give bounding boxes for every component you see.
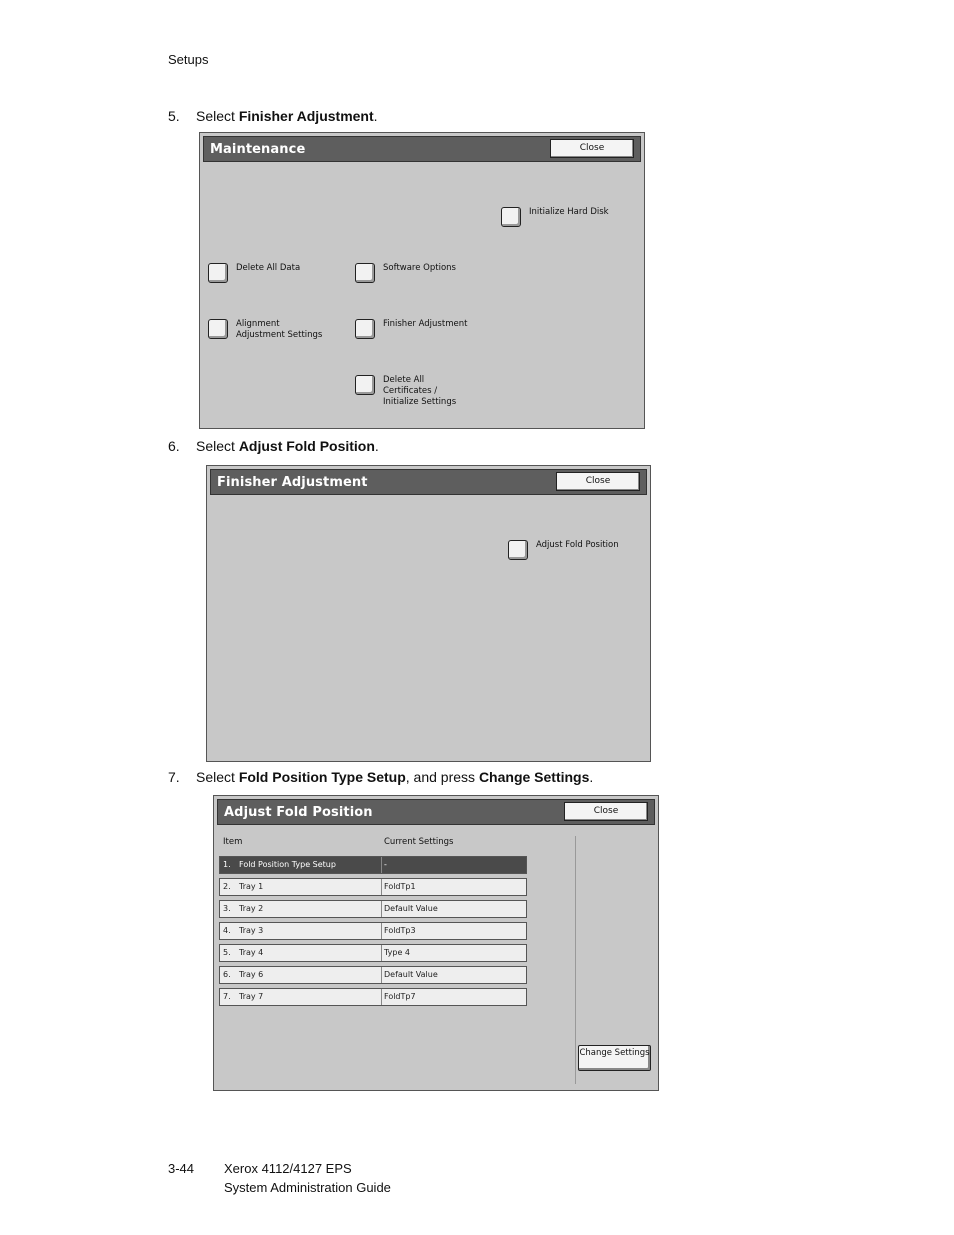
checkbox[interactable] (208, 319, 228, 339)
maintenance-panel: Maintenance Close Initialize Hard Disk Delete All Data Software Options Alignment Adjustment Settings Finisher Adjustment Delete All Certificates / Initialize Settings (199, 132, 645, 429)
panel-divider (575, 836, 576, 1084)
guide-title: System Administration Guide (224, 1180, 391, 1195)
finisher-title-bar (210, 469, 647, 495)
table-row[interactable]: 2. Tray 1 FoldTp1 (219, 878, 527, 896)
close-button[interactable]: Close (550, 139, 634, 158)
table-row[interactable]: 3. Tray 2 Default Value (219, 900, 527, 918)
maintenance-title: Maintenance (210, 142, 306, 157)
column-header-current-settings: Current Settings (384, 837, 454, 847)
page-number: 3-44 (168, 1161, 195, 1176)
table-row[interactable]: 4. Tray 3 FoldTp3 (219, 922, 527, 940)
checkbox[interactable] (208, 263, 228, 283)
product-name: Xerox 4112/4127 EPS (224, 1161, 352, 1176)
finisher-adjustment-panel: Finisher Adjustment Close Adjust Fold Position (206, 465, 651, 762)
checkbox[interactable] (508, 540, 528, 560)
adjust-fold-position-panel (213, 795, 659, 1091)
close-button[interactable]: Close (564, 802, 648, 821)
step-5: 5. Select Finisher Adjustment. (168, 108, 378, 124)
running-header: Setups (168, 52, 209, 67)
checkbox[interactable] (355, 319, 375, 339)
column-header-item: Item (223, 837, 243, 847)
close-button[interactable]: Close (556, 472, 640, 491)
adjust-fold-title: Adjust Fold Position (224, 805, 373, 820)
step-6: 6. Select Adjust Fold Position. (168, 438, 379, 454)
table-row[interactable]: 7. Tray 7 FoldTp7 (219, 988, 527, 1006)
checkbox[interactable] (355, 375, 375, 395)
step-7: 7. Select Fold Position Type Setup, and press Change Settings. (168, 769, 594, 785)
table-row[interactable]: 1. Fold Position Type Setup - (219, 856, 527, 874)
adjust-fold-title-bar (217, 799, 655, 825)
table-row[interactable]: 6. Tray 6 Default Value (219, 966, 527, 984)
table-row[interactable]: 5. Tray 4 Type 4 (219, 944, 527, 962)
checkbox[interactable] (355, 263, 375, 283)
checkbox[interactable] (501, 207, 521, 227)
finisher-title: Finisher Adjustment (217, 475, 368, 490)
change-settings-button[interactable]: Change Settings (578, 1045, 651, 1071)
maintenance-title-bar (203, 136, 641, 162)
